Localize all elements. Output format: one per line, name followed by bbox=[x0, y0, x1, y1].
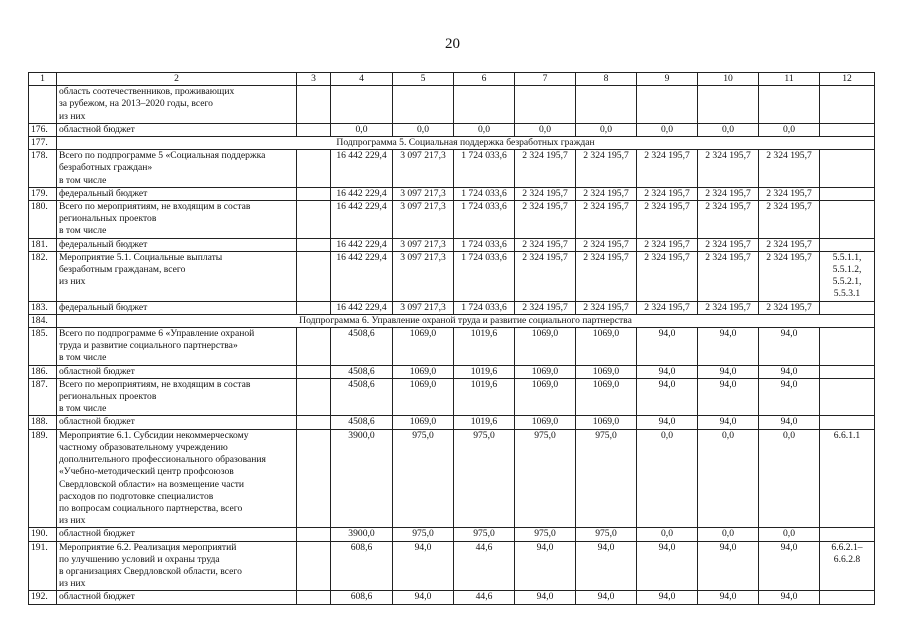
row-name-line: дополнительного профессионального образования bbox=[59, 454, 266, 466]
table-row bbox=[29, 528, 875, 541]
table-row bbox=[29, 301, 875, 314]
column-3-cell bbox=[297, 365, 331, 378]
value-cell: 0,0 bbox=[698, 429, 759, 528]
value-cell: 2 324 195,7 bbox=[576, 150, 637, 188]
row-number: 184. bbox=[29, 314, 57, 327]
row-name-line: труда и развитие социального партнерства» bbox=[59, 340, 238, 352]
value-cell: 1019,6 bbox=[454, 378, 515, 416]
header-cell: 6 bbox=[454, 73, 515, 86]
target-reference bbox=[820, 86, 875, 124]
value-cell bbox=[698, 86, 759, 124]
value-cell: 2 324 195,7 bbox=[515, 201, 576, 239]
row-name-line: областной бюджет bbox=[59, 365, 135, 377]
value-cell: 4508,6 bbox=[331, 365, 393, 378]
value-cell: 94,0 bbox=[637, 541, 698, 591]
row-name-line: Всего по мероприятиям, не входящим в состав bbox=[59, 378, 251, 390]
row-name-line: Мероприятие 6.1. Субсидии некоммерческому bbox=[59, 429, 249, 441]
row-name-line: Мероприятие 6.2. Реализация мероприятий bbox=[59, 541, 237, 553]
value-cell: 2 324 195,7 bbox=[515, 150, 576, 188]
value-cell: 2 324 195,7 bbox=[576, 301, 637, 314]
value-cell: 1069,0 bbox=[393, 378, 454, 416]
row-name-line: из них bbox=[59, 110, 86, 122]
target-reference-line: 6.6.1.1 bbox=[833, 429, 861, 441]
value-cell: 975,0 bbox=[576, 429, 637, 528]
value-cell: 2 324 195,7 bbox=[698, 150, 759, 188]
value-cell: 4508,6 bbox=[331, 328, 393, 366]
value-cell: 2 324 195,7 bbox=[759, 187, 820, 200]
value-cell: 0,0 bbox=[576, 123, 637, 136]
value-cell: 0,0 bbox=[759, 429, 820, 528]
table-body bbox=[29, 86, 875, 604]
value-cell: 94,0 bbox=[637, 328, 698, 366]
row-name-line: областной бюджет bbox=[59, 591, 135, 603]
subprogram-title-row bbox=[29, 137, 875, 150]
row-name-line: за рубежом, на 2013–2020 годы, всего bbox=[59, 98, 213, 110]
value-cell: 0,0 bbox=[637, 123, 698, 136]
value-cell: 94,0 bbox=[637, 365, 698, 378]
table-row bbox=[29, 416, 875, 429]
value-cell: 1019,6 bbox=[454, 365, 515, 378]
value-cell: 94,0 bbox=[698, 416, 759, 429]
value-cell: 94,0 bbox=[759, 365, 820, 378]
target-reference bbox=[820, 378, 875, 416]
row-name bbox=[57, 591, 297, 604]
row-number: 176. bbox=[29, 123, 57, 136]
row-name-line: областной бюджет bbox=[59, 416, 135, 428]
value-cell: 0,0 bbox=[393, 123, 454, 136]
value-cell: 94,0 bbox=[698, 328, 759, 366]
value-cell: 2 324 195,7 bbox=[576, 187, 637, 200]
value-cell: 2 324 195,7 bbox=[637, 301, 698, 314]
value-cell: 94,0 bbox=[393, 541, 454, 591]
value-cell: 16 442 229,4 bbox=[331, 187, 393, 200]
target-reference bbox=[820, 541, 875, 591]
value-cell bbox=[576, 86, 637, 124]
column-3-cell bbox=[297, 416, 331, 429]
row-name bbox=[57, 301, 297, 314]
budget-table bbox=[28, 72, 875, 605]
table-row bbox=[29, 150, 875, 188]
target-reference bbox=[820, 238, 875, 251]
row-name bbox=[57, 187, 297, 200]
value-cell: 2 324 195,7 bbox=[759, 150, 820, 188]
row-name-line: «Учебно-методический центр профсоюзов bbox=[59, 466, 234, 478]
value-cell: 975,0 bbox=[576, 528, 637, 541]
row-name bbox=[57, 123, 297, 136]
target-reference bbox=[820, 123, 875, 136]
value-cell: 2 324 195,7 bbox=[515, 238, 576, 251]
row-number: 180. bbox=[29, 201, 57, 239]
value-cell: 94,0 bbox=[759, 416, 820, 429]
value-cell: 4508,6 bbox=[331, 378, 393, 416]
row-number: 177. bbox=[29, 137, 57, 150]
value-cell: 3 097 217,3 bbox=[393, 150, 454, 188]
value-cell: 975,0 bbox=[515, 528, 576, 541]
value-cell: 94,0 bbox=[393, 591, 454, 604]
value-cell: 94,0 bbox=[637, 378, 698, 416]
value-cell: 2 324 195,7 bbox=[637, 187, 698, 200]
header-cell: 3 bbox=[297, 73, 331, 86]
row-name-line: федеральный бюджет bbox=[59, 187, 148, 199]
value-cell: 608,6 bbox=[331, 541, 393, 591]
value-cell: 16 442 229,4 bbox=[331, 238, 393, 251]
column-3-cell bbox=[297, 328, 331, 366]
value-cell: 3 097 217,3 bbox=[393, 251, 454, 301]
value-cell: 1 724 033,6 bbox=[454, 187, 515, 200]
value-cell: 1 724 033,6 bbox=[454, 150, 515, 188]
value-cell: 2 324 195,7 bbox=[576, 238, 637, 251]
value-cell: 3900,0 bbox=[331, 429, 393, 528]
value-cell: 975,0 bbox=[393, 429, 454, 528]
value-cell: 2 324 195,7 bbox=[576, 201, 637, 239]
value-cell: 94,0 bbox=[698, 378, 759, 416]
row-name-line: из них bbox=[59, 276, 86, 288]
value-cell bbox=[393, 86, 454, 124]
value-cell: 94,0 bbox=[576, 541, 637, 591]
value-cell: 3 097 217,3 bbox=[393, 187, 454, 200]
value-cell: 2 324 195,7 bbox=[759, 251, 820, 301]
value-cell: 1069,0 bbox=[576, 378, 637, 416]
subprogram-title-row bbox=[29, 314, 875, 327]
value-cell: 1069,0 bbox=[393, 416, 454, 429]
row-name-line: из них bbox=[59, 578, 86, 590]
row-name-line: в организациях Свердловской области, всего bbox=[59, 565, 242, 577]
value-cell: 0,0 bbox=[759, 528, 820, 541]
header-cell: 5 bbox=[393, 73, 454, 86]
value-cell: 94,0 bbox=[698, 365, 759, 378]
value-cell: 16 442 229,4 bbox=[331, 201, 393, 239]
table-row bbox=[29, 429, 875, 528]
target-reference-line: 5.5.1.1, bbox=[832, 251, 862, 263]
value-cell bbox=[637, 86, 698, 124]
row-number: 182. bbox=[29, 251, 57, 301]
column-3-cell bbox=[297, 591, 331, 604]
column-3-cell bbox=[297, 187, 331, 200]
column-3-cell bbox=[297, 201, 331, 239]
value-cell bbox=[515, 86, 576, 124]
target-reference bbox=[820, 301, 875, 314]
value-cell: 2 324 195,7 bbox=[759, 301, 820, 314]
target-reference-line: 5.5.2.1, bbox=[832, 276, 862, 288]
target-reference bbox=[820, 251, 875, 301]
value-cell: 1069,0 bbox=[515, 328, 576, 366]
row-name bbox=[57, 201, 297, 239]
page-number: 20 bbox=[445, 36, 460, 52]
target-reference bbox=[820, 328, 875, 366]
target-reference bbox=[820, 201, 875, 239]
value-cell: 94,0 bbox=[515, 541, 576, 591]
table-row bbox=[29, 238, 875, 251]
value-cell: 4508,6 bbox=[331, 416, 393, 429]
row-name-line: безработных граждан» bbox=[59, 162, 153, 174]
value-cell: 0,0 bbox=[698, 528, 759, 541]
value-cell: 2 324 195,7 bbox=[515, 187, 576, 200]
row-name-line: безработным гражданам, всего bbox=[59, 264, 186, 276]
value-cell: 1069,0 bbox=[515, 416, 576, 429]
value-cell: 44,6 bbox=[454, 541, 515, 591]
row-name-line: в том числе bbox=[59, 403, 107, 415]
value-cell: 16 442 229,4 bbox=[331, 251, 393, 301]
column-3-cell bbox=[297, 429, 331, 528]
table-row bbox=[29, 541, 875, 591]
column-3-cell bbox=[297, 541, 331, 591]
header-cell: 8 bbox=[576, 73, 637, 86]
value-cell: 2 324 195,7 bbox=[515, 301, 576, 314]
value-cell bbox=[331, 86, 393, 124]
header-cell: 10 bbox=[698, 73, 759, 86]
column-3-cell bbox=[297, 378, 331, 416]
value-cell: 2 324 195,7 bbox=[637, 251, 698, 301]
table-row bbox=[29, 201, 875, 239]
header-cell: 7 bbox=[515, 73, 576, 86]
row-number: 189. bbox=[29, 429, 57, 528]
row-name-line: по улучшению условий и охраны труда bbox=[59, 553, 220, 565]
value-cell: 608,6 bbox=[331, 591, 393, 604]
value-cell: 94,0 bbox=[759, 328, 820, 366]
value-cell: 2 324 195,7 bbox=[698, 301, 759, 314]
row-name bbox=[57, 150, 297, 188]
row-name-line: в том числе bbox=[59, 225, 107, 237]
value-cell: 1 724 033,6 bbox=[454, 301, 515, 314]
table-row bbox=[29, 365, 875, 378]
target-reference bbox=[820, 591, 875, 604]
row-name-line: область соотечественников, проживающих bbox=[59, 86, 235, 98]
value-cell: 0,0 bbox=[637, 528, 698, 541]
row-name-line: федеральный бюджет bbox=[59, 301, 148, 313]
row-name-line: областной бюджет bbox=[59, 123, 135, 135]
value-cell: 2 324 195,7 bbox=[698, 251, 759, 301]
value-cell: 3 097 217,3 bbox=[393, 301, 454, 314]
column-3-cell bbox=[297, 150, 331, 188]
table-row bbox=[29, 378, 875, 416]
row-number: 187. bbox=[29, 378, 57, 416]
row-name-line: региональных проектов bbox=[59, 391, 157, 403]
value-cell bbox=[454, 86, 515, 124]
value-cell: 2 324 195,7 bbox=[515, 251, 576, 301]
value-cell: 2 324 195,7 bbox=[698, 238, 759, 251]
column-3-cell bbox=[297, 86, 331, 124]
row-number: 181. bbox=[29, 238, 57, 251]
value-cell: 1 724 033,6 bbox=[454, 201, 515, 239]
value-cell: 94,0 bbox=[576, 591, 637, 604]
row-number bbox=[29, 86, 57, 124]
value-cell: 975,0 bbox=[393, 528, 454, 541]
column-3-cell bbox=[297, 301, 331, 314]
value-cell: 1019,6 bbox=[454, 328, 515, 366]
value-cell: 1 724 033,6 bbox=[454, 251, 515, 301]
value-cell: 1069,0 bbox=[515, 365, 576, 378]
value-cell: 975,0 bbox=[454, 429, 515, 528]
row-number: 188. bbox=[29, 416, 57, 429]
value-cell: 1019,6 bbox=[454, 416, 515, 429]
value-cell: 1069,0 bbox=[576, 365, 637, 378]
header-cell: 1 bbox=[29, 73, 57, 86]
subprogram-title: Подпрограмма 5. Социальная поддержка безработных граждан bbox=[57, 137, 875, 150]
value-cell: 2 324 195,7 bbox=[759, 201, 820, 239]
row-number: 190. bbox=[29, 528, 57, 541]
target-reference-line: 6.6.2.1– bbox=[831, 541, 863, 553]
value-cell: 94,0 bbox=[698, 591, 759, 604]
table-row bbox=[29, 86, 875, 124]
value-cell: 3900,0 bbox=[331, 528, 393, 541]
column-3-cell bbox=[297, 123, 331, 136]
row-name-line: Свердловской области» на возмещение части bbox=[59, 478, 245, 490]
target-reference bbox=[820, 416, 875, 429]
value-cell: 0,0 bbox=[454, 123, 515, 136]
value-cell: 2 324 195,7 bbox=[637, 150, 698, 188]
row-name-line: в том числе bbox=[59, 352, 107, 364]
value-cell: 16 442 229,4 bbox=[331, 301, 393, 314]
column-3-cell bbox=[297, 528, 331, 541]
value-cell: 94,0 bbox=[637, 591, 698, 604]
value-cell: 2 324 195,7 bbox=[698, 187, 759, 200]
value-cell: 94,0 bbox=[698, 541, 759, 591]
row-name-line: Всего по подпрограмме 5 «Социальная поддержка bbox=[59, 150, 266, 162]
row-name-line: по вопросам социального партнерства, всего bbox=[59, 502, 243, 514]
row-name bbox=[57, 365, 297, 378]
value-cell: 2 324 195,7 bbox=[576, 251, 637, 301]
subprogram-title: Подпрограмма 6. Управление охраной труда и развитие социального партнерства bbox=[57, 314, 875, 327]
value-cell: 1069,0 bbox=[393, 365, 454, 378]
row-name-line: Всего по мероприятиям, не входящим в состав bbox=[59, 201, 251, 213]
value-cell: 0,0 bbox=[698, 123, 759, 136]
target-reference bbox=[820, 150, 875, 188]
row-name-line: из них bbox=[59, 515, 86, 527]
row-number: 185. bbox=[29, 328, 57, 366]
header-cell: 11 bbox=[759, 73, 820, 86]
row-name bbox=[57, 378, 297, 416]
target-reference-line: 5.5.3.1 bbox=[833, 288, 861, 300]
column-number-header bbox=[29, 73, 875, 86]
row-name-line: региональных проектов bbox=[59, 213, 157, 225]
target-reference bbox=[820, 365, 875, 378]
table-row bbox=[29, 591, 875, 604]
row-name-line: в том числе bbox=[59, 174, 107, 186]
value-cell: 44,6 bbox=[454, 591, 515, 604]
row-name-line: расходов по подготовке специалистов bbox=[59, 490, 214, 502]
row-name-line: частному образовательному учреждению bbox=[59, 441, 228, 453]
value-cell: 2 324 195,7 bbox=[637, 201, 698, 239]
value-cell: 94,0 bbox=[515, 591, 576, 604]
value-cell: 94,0 bbox=[637, 416, 698, 429]
row-number: 179. bbox=[29, 187, 57, 200]
header-cell: 4 bbox=[331, 73, 393, 86]
value-cell: 1 724 033,6 bbox=[454, 238, 515, 251]
column-3-cell bbox=[297, 238, 331, 251]
value-cell: 2 324 195,7 bbox=[637, 238, 698, 251]
row-name bbox=[57, 429, 297, 528]
value-cell: 94,0 bbox=[759, 378, 820, 416]
value-cell: 1069,0 bbox=[515, 378, 576, 416]
row-number: 178. bbox=[29, 150, 57, 188]
header-cell: 9 bbox=[637, 73, 698, 86]
value-cell: 16 442 229,4 bbox=[331, 150, 393, 188]
column-3-cell bbox=[297, 251, 331, 301]
row-name-line: Мероприятие 5.1. Социальные выплаты bbox=[59, 251, 223, 263]
value-cell: 2 324 195,7 bbox=[759, 238, 820, 251]
value-cell: 3 097 217,3 bbox=[393, 238, 454, 251]
target-reference bbox=[820, 187, 875, 200]
value-cell: 0,0 bbox=[515, 123, 576, 136]
row-name-line: Всего по подпрограмме 6 «Управление охраной bbox=[59, 328, 255, 340]
table-row bbox=[29, 187, 875, 200]
row-name bbox=[57, 238, 297, 251]
row-name bbox=[57, 86, 297, 124]
target-reference bbox=[820, 528, 875, 541]
value-cell: 975,0 bbox=[454, 528, 515, 541]
row-number: 183. bbox=[29, 301, 57, 314]
row-name bbox=[57, 328, 297, 366]
row-name bbox=[57, 251, 297, 301]
target-reference-line: 5.5.1.2, bbox=[832, 264, 862, 276]
row-number: 191. bbox=[29, 541, 57, 591]
table-row bbox=[29, 251, 875, 301]
row-name-line: областной бюджет bbox=[59, 528, 135, 540]
target-reference-line: 6.6.2.8 bbox=[833, 553, 861, 565]
row-name-line: федеральный бюджет bbox=[59, 238, 148, 250]
row-name bbox=[57, 541, 297, 591]
value-cell: 2 324 195,7 bbox=[698, 201, 759, 239]
value-cell: 0,0 bbox=[759, 123, 820, 136]
value-cell: 1069,0 bbox=[576, 416, 637, 429]
table-row bbox=[29, 328, 875, 366]
header-cell: 2 bbox=[57, 73, 297, 86]
header-cell: 12 bbox=[820, 73, 875, 86]
value-cell: 0,0 bbox=[331, 123, 393, 136]
value-cell: 0,0 bbox=[637, 429, 698, 528]
value-cell bbox=[759, 86, 820, 124]
target-reference bbox=[820, 429, 875, 528]
value-cell: 1069,0 bbox=[576, 328, 637, 366]
value-cell: 94,0 bbox=[759, 591, 820, 604]
row-number: 186. bbox=[29, 365, 57, 378]
value-cell: 3 097 217,3 bbox=[393, 201, 454, 239]
row-name bbox=[57, 416, 297, 429]
row-number: 192. bbox=[29, 591, 57, 604]
value-cell: 975,0 bbox=[515, 429, 576, 528]
value-cell: 1069,0 bbox=[393, 328, 454, 366]
value-cell: 94,0 bbox=[759, 541, 820, 591]
table-row bbox=[29, 123, 875, 136]
row-name bbox=[57, 528, 297, 541]
